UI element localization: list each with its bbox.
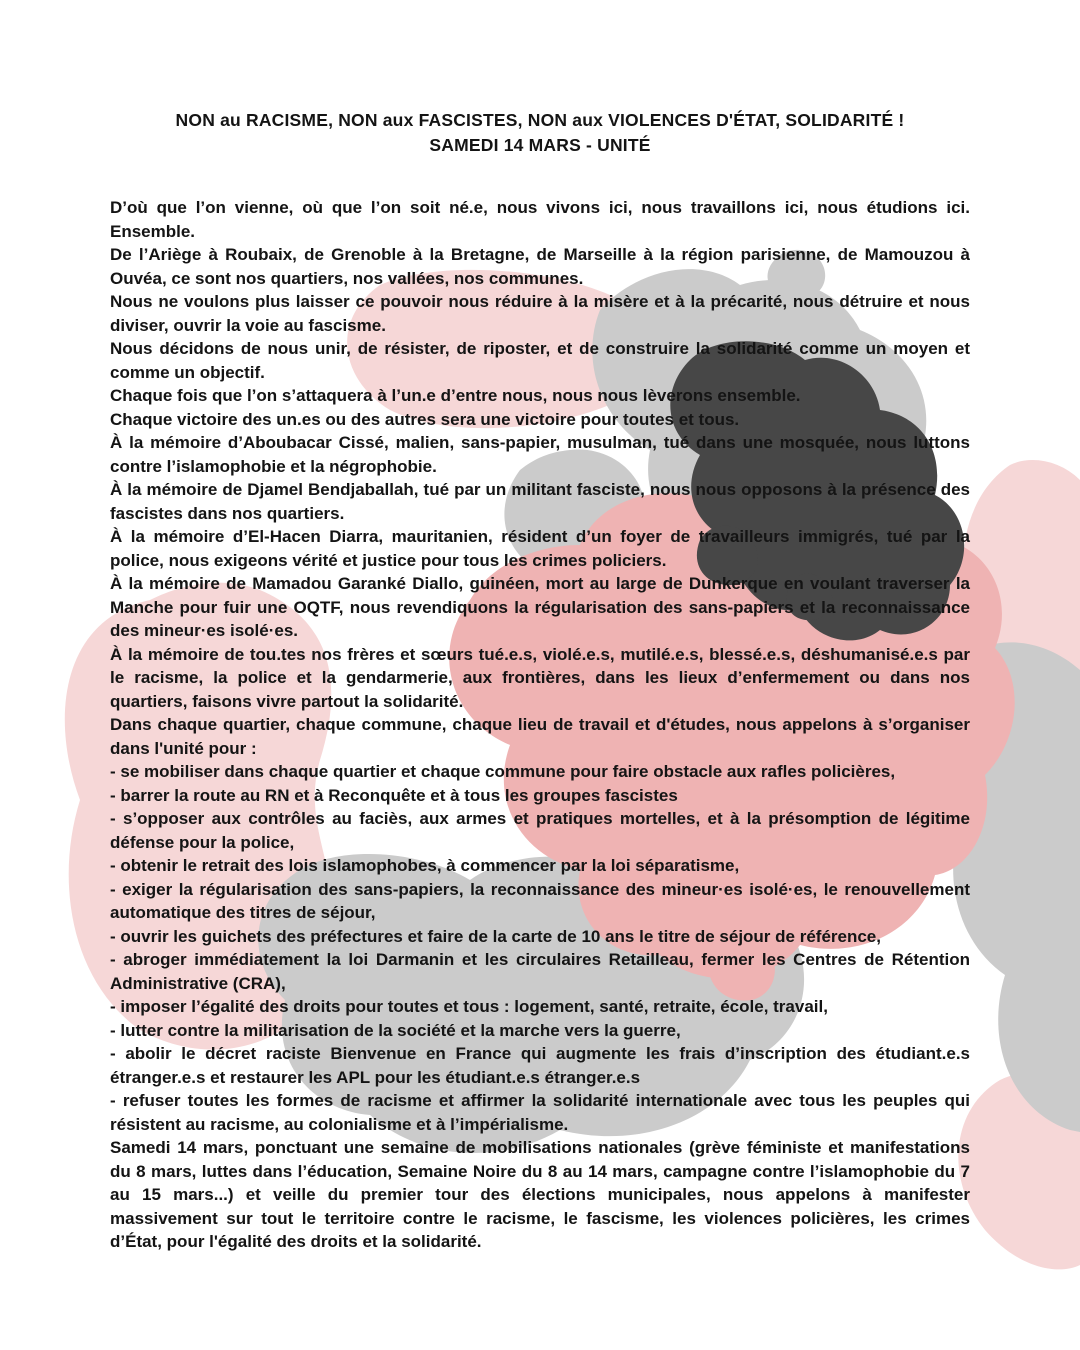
body-paragraph: Chaque fois que l’on s’attaquera à l’un.e d’entre nous, nous nous lèverons ensemble.	[110, 386, 801, 405]
body-paragraph: À la mémoire d’El-Hacen Diarra, mauritanien, résident d’un foyer de travailleurs immigrés, tué par la police, nous exigeons vérité et justice pour tous les crimes policiers.	[110, 527, 970, 570]
body-paragraph: - barrer la route au RN et à Reconquête et à tous les groupes fascistes	[110, 785, 678, 805]
body-paragraph: - imposer l’égalité des droits pour toutes et tous : logement, santé, retraite, école, travail,	[110, 997, 828, 1016]
body-paragraph: - ouvrir les guichets des préfectures et faire de la carte de 10 ans le titre de séjour de référence,	[110, 926, 881, 946]
body-paragraph: - lutter contre la militarisation de la société et la marche vers la guerre,	[110, 1020, 681, 1040]
body-paragraph: À la mémoire de tou.tes nos frères et sœurs tué.e.s, violé.e.s, mutilé.e.s, blessé.e.s, déshumanisé.e.s par le racisme, la police et la gendarmerie, aux frontières, dans les lieux d’enfermement ou dans nos quartiers, faisons vivre partout la solidarité.	[110, 644, 970, 711]
body-paragraph: Dans chaque quartier, chaque commune, chaque lieu de travail et d'études, nous appelons à s’organiser dans l'unité pour :	[110, 715, 970, 758]
body-paragraph: - refuser toutes les formes de racisme et affirmer la solidarité internationale avec tous les peuples qui résistent au racisme, au colonialisme et à l’impérialisme.	[110, 1091, 970, 1134]
title-line-1: NON au RACISME, NON aux FASCISTES, NON aux VIOLENCES D'ÉTAT, SOLIDARITÉ !	[175, 110, 905, 130]
body-paragraph: Chaque victoire des un.es ou des autres sera une victoire pour toutes et tous.	[110, 409, 740, 429]
title-line-2: SAMEDI 14 MARS - UNITÉ	[429, 135, 651, 155]
body-paragraph: De l’Ariège à Roubaix, de Grenoble à la Bretagne, de Marseille à la région parisienne, de Mamouzou à Ouvéa, ce sont nos quartiers, nos vallées, nos communes.	[110, 245, 970, 288]
body-paragraph: D’où que l’on vienne, où que l’on soit né.e, nous vivons ici, nous travaillons ici, nous étudions ici. Ensemble.	[110, 198, 970, 241]
document-title	[110, 108, 970, 158]
body-paragraphs	[110, 196, 970, 1254]
body-paragraph: - obtenir le retrait des lois islamophobes, à commencer par la loi séparatisme,	[110, 856, 740, 875]
body-paragraph: Samedi 14 mars, ponctuant une semaine de mobilisations nationales (grève féministe et manifestations du 8 mars, luttes dans l’éducation, Semaine Noire du 8 au 14 mars, campagne contre l’islamophobie du 7 au 15 mars...) et veille du premier tour des élections municipales, nous appelons à manifester massivement sur tout le territoire contre le racisme, le fascisme, les violences policières, les crimes d’État, pour l'égalité des droits et la solidarité.	[110, 1138, 970, 1251]
document-content	[110, 108, 970, 1254]
body-paragraph: - abroger immédiatement la loi Darmanin et les circulaires Retailleau, fermer les Centres de Rétention Administrative (CRA),	[110, 950, 970, 993]
body-paragraph: - se mobiliser dans chaque quartier et chaque commune pour faire obstacle aux rafles policières,	[110, 762, 896, 781]
body-paragraph: - exiger la régularisation des sans-papiers, la reconnaissance des mineur·es isolé·es, le renouvellement automatique des titres de séjour,	[110, 879, 970, 922]
body-paragraph: - s’opposer aux contrôles au faciès, aux armes et pratiques mortelles, et à la présomption de légitime défense pour la police,	[110, 809, 970, 852]
body-paragraph: À la mémoire d’Aboubacar Cissé, malien, sans-papier, musulman, tué dans une mosquée, nous luttons contre l’islamophobie et la négrophobie.	[110, 433, 970, 476]
body-paragraph: - abolir le décret raciste Bienvenue en France qui augmente les frais d’inscription des étudiant.e.s étranger.e.s et restaurer les APL pour les étudiant.e.s étranger.e.s	[110, 1044, 970, 1087]
body-paragraph: Nous ne voulons plus laisser ce pouvoir nous réduire à la misère et à la précarité, nous détruire et nous diviser, ouvrir la voie au fascisme.	[110, 292, 970, 335]
body-paragraph: À la mémoire de Mamadou Garanké Diallo, guinéen, mort au large de Dunkerque en voulant traverser la Manche pour fuir une OQTF, nous revendiquons la régularisation des sans-papiers et la reconnaissance des mineur·es isolé·es.	[110, 574, 970, 640]
body-paragraph: À la mémoire de Djamel Bendjaballah, tué par un militant fasciste, nous nous opposons à la présence des fascistes dans nos quartiers.	[110, 480, 970, 523]
body-paragraph: Nous décidons de nous unir, de résister, de riposter, et de construire la solidarité comme un moyen et comme un objectif.	[110, 339, 970, 382]
